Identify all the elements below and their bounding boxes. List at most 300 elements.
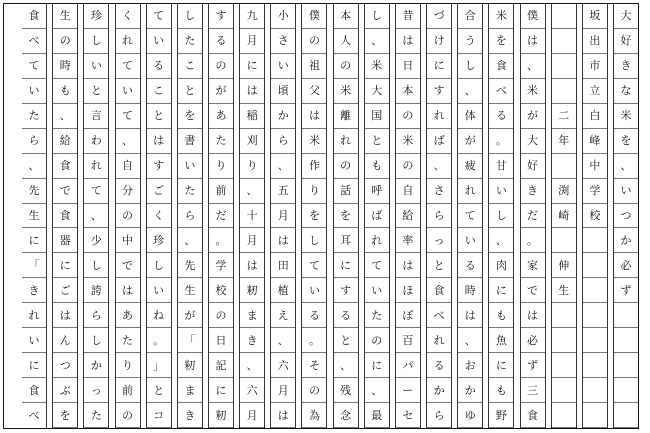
manuscript-cell: り bbox=[302, 179, 326, 204]
manuscript-cell: 。 bbox=[302, 328, 326, 353]
manuscript-cell: 「 bbox=[22, 253, 46, 278]
column-gutter bbox=[295, 4, 302, 428]
manuscript-cell: 珍 bbox=[84, 4, 108, 29]
manuscript-cell: な bbox=[614, 79, 638, 104]
column-gutter bbox=[451, 4, 458, 428]
manuscript-cell: ら bbox=[271, 129, 295, 154]
manuscript-cell: 、 bbox=[271, 328, 295, 353]
manuscript-cell bbox=[552, 328, 576, 353]
manuscript-cell: 。 bbox=[489, 129, 513, 154]
manuscript-cell: 出 bbox=[583, 29, 607, 54]
manuscript-cell: 為 bbox=[302, 403, 326, 428]
column-gutter bbox=[389, 4, 396, 428]
manuscript-cell: 前 bbox=[116, 378, 140, 403]
manuscript-cell: 本 bbox=[334, 4, 358, 29]
manuscript-cell: 家 bbox=[521, 253, 545, 278]
manuscript-cell: も bbox=[489, 303, 513, 328]
manuscript-cell: も bbox=[53, 79, 77, 104]
column-gutter bbox=[171, 4, 178, 428]
manuscript-cell: ば bbox=[427, 129, 451, 154]
manuscript-cell: 六 bbox=[240, 378, 264, 403]
manuscript-cell: し bbox=[84, 29, 108, 54]
column-gutter bbox=[108, 4, 115, 428]
manuscript-cell: 白 bbox=[583, 104, 607, 129]
manuscript-cell: て bbox=[302, 253, 326, 278]
manuscript-cell: 学 bbox=[583, 179, 607, 204]
manuscript-cell: 書 bbox=[178, 129, 202, 154]
manuscript-cell: 魚 bbox=[489, 328, 513, 353]
manuscript-cell: 。 bbox=[147, 328, 171, 353]
manuscript-cell bbox=[583, 303, 607, 328]
manuscript-cell: 籾 bbox=[240, 278, 264, 303]
manuscript-cell bbox=[583, 378, 607, 403]
manuscript-cell: 少 bbox=[84, 228, 108, 253]
manuscript-cell: セ bbox=[396, 403, 420, 428]
manuscript-cell: し bbox=[84, 328, 108, 353]
manuscript-cell: を bbox=[334, 204, 358, 229]
manuscript-cell: も bbox=[365, 154, 389, 179]
manuscript-cell: 、 bbox=[521, 54, 545, 79]
manuscript-cell: て bbox=[147, 4, 171, 29]
manuscript-cell: っ bbox=[84, 378, 108, 403]
manuscript-cell: は bbox=[271, 228, 295, 253]
manuscript-cell: 日 bbox=[396, 54, 420, 79]
manuscript-cell: れ bbox=[427, 104, 451, 129]
manuscript-cell bbox=[614, 353, 638, 378]
column-gutter bbox=[233, 4, 240, 428]
manuscript-cell: だ bbox=[209, 204, 233, 229]
manuscript-cell: 校 bbox=[583, 204, 607, 229]
manuscript-cell: る bbox=[209, 29, 233, 54]
manuscript-cell: 、 bbox=[365, 29, 389, 54]
manuscript-cell: た bbox=[22, 104, 46, 129]
column-gutter bbox=[140, 4, 147, 428]
manuscript-cell: 坂 bbox=[583, 4, 607, 29]
manuscript-cell: が bbox=[209, 79, 233, 104]
manuscript-cell: 籾 bbox=[178, 353, 202, 378]
manuscript-cell: は bbox=[271, 403, 295, 428]
column-gutter bbox=[420, 4, 427, 428]
manuscript-cell: 前 bbox=[209, 179, 233, 204]
manuscript-cell: つ bbox=[614, 204, 638, 229]
manuscript-cell: 給 bbox=[396, 204, 420, 229]
manuscript-cell: い bbox=[147, 29, 171, 54]
manuscript-cell: 生 bbox=[22, 204, 46, 229]
manuscript-cell: に bbox=[489, 278, 513, 303]
manuscript-cell: く bbox=[116, 4, 140, 29]
manuscript-cell: 校 bbox=[209, 278, 233, 303]
manuscript-cell: 、 bbox=[116, 129, 140, 154]
manuscript-cell: 僕 bbox=[521, 4, 545, 29]
manuscript-cell: い bbox=[302, 278, 326, 303]
manuscript-cell: つ bbox=[53, 353, 77, 378]
manuscript-cell: ま bbox=[178, 378, 202, 403]
manuscript-cell: 大 bbox=[614, 4, 638, 29]
manuscript-cell: に bbox=[427, 54, 451, 79]
manuscript-cell: に bbox=[240, 54, 264, 79]
manuscript-cell: て bbox=[22, 54, 46, 79]
manuscript-cell: ご bbox=[147, 179, 171, 204]
manuscript-cell: 、 bbox=[84, 204, 108, 229]
manuscript-cell: 、 bbox=[53, 104, 77, 129]
column-gutter bbox=[576, 4, 583, 428]
manuscript-cell: を bbox=[489, 29, 513, 54]
manuscript-cell: す bbox=[427, 79, 451, 104]
manuscript-cell: の bbox=[302, 29, 326, 54]
manuscript-cell: 昔 bbox=[396, 4, 420, 29]
manuscript-cell: 米 bbox=[489, 4, 513, 29]
manuscript-cell: ん bbox=[53, 328, 77, 353]
manuscript-cell: れ bbox=[84, 154, 108, 179]
manuscript-cell: に bbox=[22, 353, 46, 378]
manuscript-cell: 渕 bbox=[552, 179, 576, 204]
manuscript-cell: で bbox=[521, 278, 545, 303]
manuscript-cell: 年 bbox=[552, 129, 576, 154]
manuscript-cell: 峰 bbox=[583, 129, 607, 154]
manuscript-cell: え bbox=[271, 303, 295, 328]
manuscript-cell: 言 bbox=[84, 104, 108, 129]
manuscript-cell: 三 bbox=[521, 378, 545, 403]
manuscript-cell: こ bbox=[178, 54, 202, 79]
manuscript-cell: い bbox=[178, 154, 202, 179]
manuscript-cell: 分 bbox=[116, 179, 140, 204]
manuscript-cell: 時 bbox=[458, 278, 482, 303]
manuscript-cell: る bbox=[489, 104, 513, 129]
manuscript-cell: き bbox=[22, 278, 46, 303]
manuscript-cell: 作 bbox=[302, 154, 326, 179]
manuscript-cell: 甘 bbox=[489, 154, 513, 179]
manuscript-cell: ら bbox=[84, 303, 108, 328]
manuscript-cell: き bbox=[521, 179, 545, 204]
manuscript-cell: に bbox=[22, 228, 46, 253]
manuscript-cell: た bbox=[178, 179, 202, 204]
manuscript-cell: さ bbox=[271, 29, 295, 54]
manuscript-cell bbox=[614, 303, 638, 328]
manuscript-cell: 百 bbox=[396, 328, 420, 353]
manuscript-cell: 、 bbox=[365, 378, 389, 403]
manuscript-cell: し bbox=[458, 54, 482, 79]
column-gutter bbox=[46, 4, 53, 428]
manuscript-cell: 父 bbox=[302, 79, 326, 104]
manuscript-cell: ー bbox=[396, 378, 420, 403]
manuscript-cell: 、 bbox=[334, 353, 358, 378]
manuscript-cell: ば bbox=[365, 204, 389, 229]
manuscript-cell: だ bbox=[521, 204, 545, 229]
manuscript-cell: し bbox=[365, 4, 389, 29]
manuscript-grid bbox=[3, 3, 639, 429]
manuscript-cell: か bbox=[427, 378, 451, 403]
manuscript-cell: 九 bbox=[240, 4, 264, 29]
manuscript-cell bbox=[552, 79, 576, 104]
manuscript-cell: 中 bbox=[116, 228, 140, 253]
column-gutter bbox=[202, 4, 209, 428]
manuscript-cell: あ bbox=[209, 104, 233, 129]
manuscript-cell: 、 bbox=[427, 154, 451, 179]
manuscript-cell: い bbox=[84, 54, 108, 79]
manuscript-cell: に bbox=[365, 353, 389, 378]
manuscript-cell: 好 bbox=[614, 29, 638, 54]
manuscript-cell: 十 bbox=[240, 204, 264, 229]
manuscript-cell: に bbox=[334, 253, 358, 278]
manuscript-cell: 食 bbox=[53, 154, 77, 179]
manuscript-cell: べ bbox=[489, 79, 513, 104]
manuscript-cell: 六 bbox=[271, 353, 295, 378]
manuscript-cell: て bbox=[116, 104, 140, 129]
manuscript-cell: べ bbox=[22, 29, 46, 54]
manuscript-cell: る bbox=[427, 353, 451, 378]
manuscript-cell: ま bbox=[240, 303, 264, 328]
manuscript-cell: 必 bbox=[614, 253, 638, 278]
manuscript-cell: 月 bbox=[240, 29, 264, 54]
manuscript-cell: と bbox=[334, 328, 358, 353]
manuscript-cell: 日 bbox=[209, 328, 233, 353]
manuscript-cell: 時 bbox=[53, 54, 77, 79]
column-gutter bbox=[77, 4, 84, 428]
manuscript-cell bbox=[552, 54, 576, 79]
manuscript-cell: て bbox=[116, 54, 140, 79]
manuscript-cell: 大 bbox=[365, 79, 389, 104]
manuscript-cell: 月 bbox=[271, 378, 295, 403]
manuscript-cell: 大 bbox=[521, 129, 545, 154]
manuscript-cell: の bbox=[209, 54, 233, 79]
manuscript-cell: 食 bbox=[22, 4, 46, 29]
manuscript-cell: 、 bbox=[240, 353, 264, 378]
manuscript-cell: の bbox=[116, 204, 140, 229]
manuscript-cell: 米 bbox=[365, 54, 389, 79]
column-gutter bbox=[482, 4, 489, 428]
manuscript-cell: 僕 bbox=[302, 4, 326, 29]
manuscript-cell: 二 bbox=[552, 104, 576, 129]
manuscript-cell: さ bbox=[427, 179, 451, 204]
manuscript-cell: コ bbox=[147, 403, 171, 428]
manuscript-cell: ず bbox=[521, 353, 545, 378]
manuscript-cell: り bbox=[116, 353, 140, 378]
manuscript-cell bbox=[583, 228, 607, 253]
manuscript-cell: 。 bbox=[521, 228, 545, 253]
manuscript-cell: に bbox=[209, 378, 233, 403]
manuscript-cell: 人 bbox=[334, 29, 358, 54]
manuscript-cell: れ bbox=[458, 179, 482, 204]
manuscript-cell: 食 bbox=[427, 278, 451, 303]
manuscript-cell: 合 bbox=[458, 4, 482, 29]
column-gutter bbox=[326, 4, 333, 428]
manuscript-cell: か bbox=[614, 228, 638, 253]
manuscript-cell: 、 bbox=[458, 79, 482, 104]
column-gutter bbox=[358, 4, 365, 428]
manuscript-cell: に bbox=[489, 353, 513, 378]
manuscript-cell: れ bbox=[334, 129, 358, 154]
manuscript-cell: 生 bbox=[552, 278, 576, 303]
manuscript-cell: 籾 bbox=[209, 403, 233, 428]
manuscript-cell: れ bbox=[22, 303, 46, 328]
manuscript-cell: し bbox=[147, 253, 171, 278]
manuscript-cell: 米 bbox=[521, 79, 545, 104]
manuscript-cell: と bbox=[427, 253, 451, 278]
manuscript-cell: 食 bbox=[489, 54, 513, 79]
manuscript-cell: っ bbox=[427, 228, 451, 253]
manuscript-cell: 記 bbox=[209, 353, 233, 378]
manuscript-cell: 率 bbox=[396, 228, 420, 253]
manuscript-cell: り bbox=[240, 154, 264, 179]
manuscript-cell: い bbox=[22, 328, 46, 353]
manuscript-cell: と bbox=[147, 378, 171, 403]
manuscript-cell bbox=[552, 228, 576, 253]
manuscript-cell: 祖 bbox=[302, 54, 326, 79]
manuscript-cell: 、 bbox=[489, 228, 513, 253]
manuscript-cell: 田 bbox=[271, 253, 295, 278]
manuscript-cell: け bbox=[427, 29, 451, 54]
manuscript-cell: 刈 bbox=[240, 129, 264, 154]
manuscript-cell bbox=[552, 403, 576, 428]
manuscript-cell: 月 bbox=[240, 403, 264, 428]
manuscript-cell: き bbox=[178, 403, 202, 428]
manuscript-cell: い bbox=[365, 278, 389, 303]
manuscript-cell: ず bbox=[614, 278, 638, 303]
manuscript-cell: る bbox=[147, 54, 171, 79]
manuscript-cell: ほ bbox=[396, 278, 420, 303]
manuscript-cell: の bbox=[334, 154, 358, 179]
manuscript-cell: 、 bbox=[178, 228, 202, 253]
manuscript-cell: ぶ bbox=[53, 378, 77, 403]
manuscript-cell: ら bbox=[427, 204, 451, 229]
manuscript-cell: は bbox=[521, 303, 545, 328]
manuscript-cell: と bbox=[147, 104, 171, 129]
manuscript-cell: ら bbox=[178, 204, 202, 229]
manuscript-cell: が bbox=[458, 129, 482, 154]
manuscript-cell: 誇 bbox=[84, 278, 108, 303]
manuscript-cell: 自 bbox=[396, 179, 420, 204]
manuscript-cell: る bbox=[334, 303, 358, 328]
manuscript-cell: 国 bbox=[365, 104, 389, 129]
manuscript-cell: の bbox=[334, 54, 358, 79]
column-gutter bbox=[607, 4, 614, 428]
manuscript-cell bbox=[552, 154, 576, 179]
manuscript-cell: 米 bbox=[396, 129, 420, 154]
manuscript-cell: い bbox=[22, 79, 46, 104]
manuscript-cell: 五 bbox=[271, 179, 295, 204]
manuscript-cell: 自 bbox=[116, 154, 140, 179]
manuscript-cell bbox=[583, 278, 607, 303]
manuscript-cell: 珍 bbox=[147, 228, 171, 253]
manuscript-cell: 伸 bbox=[552, 253, 576, 278]
manuscript-cell: 崎 bbox=[552, 204, 576, 229]
manuscript-cell: は bbox=[521, 29, 545, 54]
manuscript-cell: 食 bbox=[521, 403, 545, 428]
manuscript-cell: る bbox=[458, 253, 482, 278]
manuscript-cell: 米 bbox=[614, 104, 638, 129]
manuscript-cell: 「 bbox=[178, 328, 202, 353]
manuscript-cell: り bbox=[209, 154, 233, 179]
manuscript-cell: 残 bbox=[334, 378, 358, 403]
manuscript-cell: 、 bbox=[240, 179, 264, 204]
manuscript-cell: 必 bbox=[521, 328, 545, 353]
column-gutter bbox=[264, 4, 271, 428]
manuscript-cell: 月 bbox=[271, 204, 295, 229]
manuscript-cell: き bbox=[614, 54, 638, 79]
manuscript-cell: 頃 bbox=[271, 79, 295, 104]
manuscript-cell bbox=[552, 378, 576, 403]
manuscript-cell: と bbox=[365, 129, 389, 154]
manuscript-cell bbox=[552, 353, 576, 378]
manuscript-cell: は bbox=[396, 253, 420, 278]
manuscript-cell: 生 bbox=[178, 278, 202, 303]
manuscript-cell: 話 bbox=[334, 179, 358, 204]
manuscript-cell bbox=[583, 328, 607, 353]
manuscript-cell: は bbox=[53, 303, 77, 328]
manuscript-cell: 食 bbox=[22, 378, 46, 403]
manuscript-cell: 食 bbox=[53, 204, 77, 229]
manuscript-cell: て bbox=[84, 179, 108, 204]
manuscript-cell: 給 bbox=[53, 129, 77, 154]
manuscript-cell: 念 bbox=[334, 403, 358, 428]
manuscript-cell: べ bbox=[427, 303, 451, 328]
manuscript-cell: の bbox=[396, 154, 420, 179]
manuscript-cell: き bbox=[240, 328, 264, 353]
manuscript-cell: を bbox=[178, 104, 202, 129]
manuscript-cell bbox=[552, 303, 576, 328]
manuscript-cell: た bbox=[209, 129, 233, 154]
manuscript-cell: 。 bbox=[209, 228, 233, 253]
manuscript-cell: 、 bbox=[458, 328, 482, 353]
manuscript-cell: て bbox=[365, 253, 389, 278]
manuscript-cell: し bbox=[489, 204, 513, 229]
manuscript-cell: か bbox=[84, 353, 108, 378]
manuscript-cell: パ bbox=[396, 353, 420, 378]
manuscript-cell: た bbox=[116, 328, 140, 353]
manuscript-cell: そ bbox=[302, 353, 326, 378]
manuscript-cell: し bbox=[302, 228, 326, 253]
manuscript-cell: 中 bbox=[583, 154, 607, 179]
manuscript-cell: は bbox=[147, 129, 171, 154]
manuscript-cell: い bbox=[458, 228, 482, 253]
manuscript-cell: は bbox=[396, 29, 420, 54]
manuscript-cell: の bbox=[396, 104, 420, 129]
manuscript-cell: 小 bbox=[271, 4, 295, 29]
manuscript-cell: あ bbox=[116, 303, 140, 328]
manuscript-cell: 最 bbox=[365, 403, 389, 428]
manuscript-cell: 器 bbox=[53, 228, 77, 253]
manuscript-cell: い bbox=[489, 179, 513, 204]
manuscript-cell: 植 bbox=[271, 278, 295, 303]
manuscript-cell: 」 bbox=[147, 353, 171, 378]
manuscript-cell: い bbox=[614, 179, 638, 204]
manuscript-cell: ら bbox=[427, 403, 451, 428]
manuscript-cell bbox=[552, 4, 576, 29]
manuscript-cell: で bbox=[53, 179, 77, 204]
manuscript-cell: 、 bbox=[22, 154, 46, 179]
manuscript-cell: 月 bbox=[240, 228, 264, 253]
manuscript-cell: を bbox=[53, 403, 77, 428]
manuscript-cell bbox=[614, 378, 638, 403]
manuscript-cell: 市 bbox=[583, 54, 607, 79]
manuscript-cell: 米 bbox=[334, 79, 358, 104]
manuscript-cell: は bbox=[302, 104, 326, 129]
manuscript-cell: 立 bbox=[583, 79, 607, 104]
manuscript-cell: で bbox=[116, 253, 140, 278]
manuscript-cell: た bbox=[365, 303, 389, 328]
manuscript-cell: の bbox=[209, 303, 233, 328]
manuscript-cell: 好 bbox=[521, 154, 545, 179]
manuscript-cell: を bbox=[302, 204, 326, 229]
manuscript-cell: う bbox=[458, 29, 482, 54]
manuscript-cell: 肉 bbox=[489, 253, 513, 278]
manuscript-cell: く bbox=[147, 204, 171, 229]
manuscript-cell: 、 bbox=[614, 154, 638, 179]
manuscript-cell: 、 bbox=[271, 154, 295, 179]
manuscript-cell: の bbox=[302, 378, 326, 403]
manuscript-cell: し bbox=[84, 253, 108, 278]
manuscript-cell: が bbox=[178, 303, 202, 328]
